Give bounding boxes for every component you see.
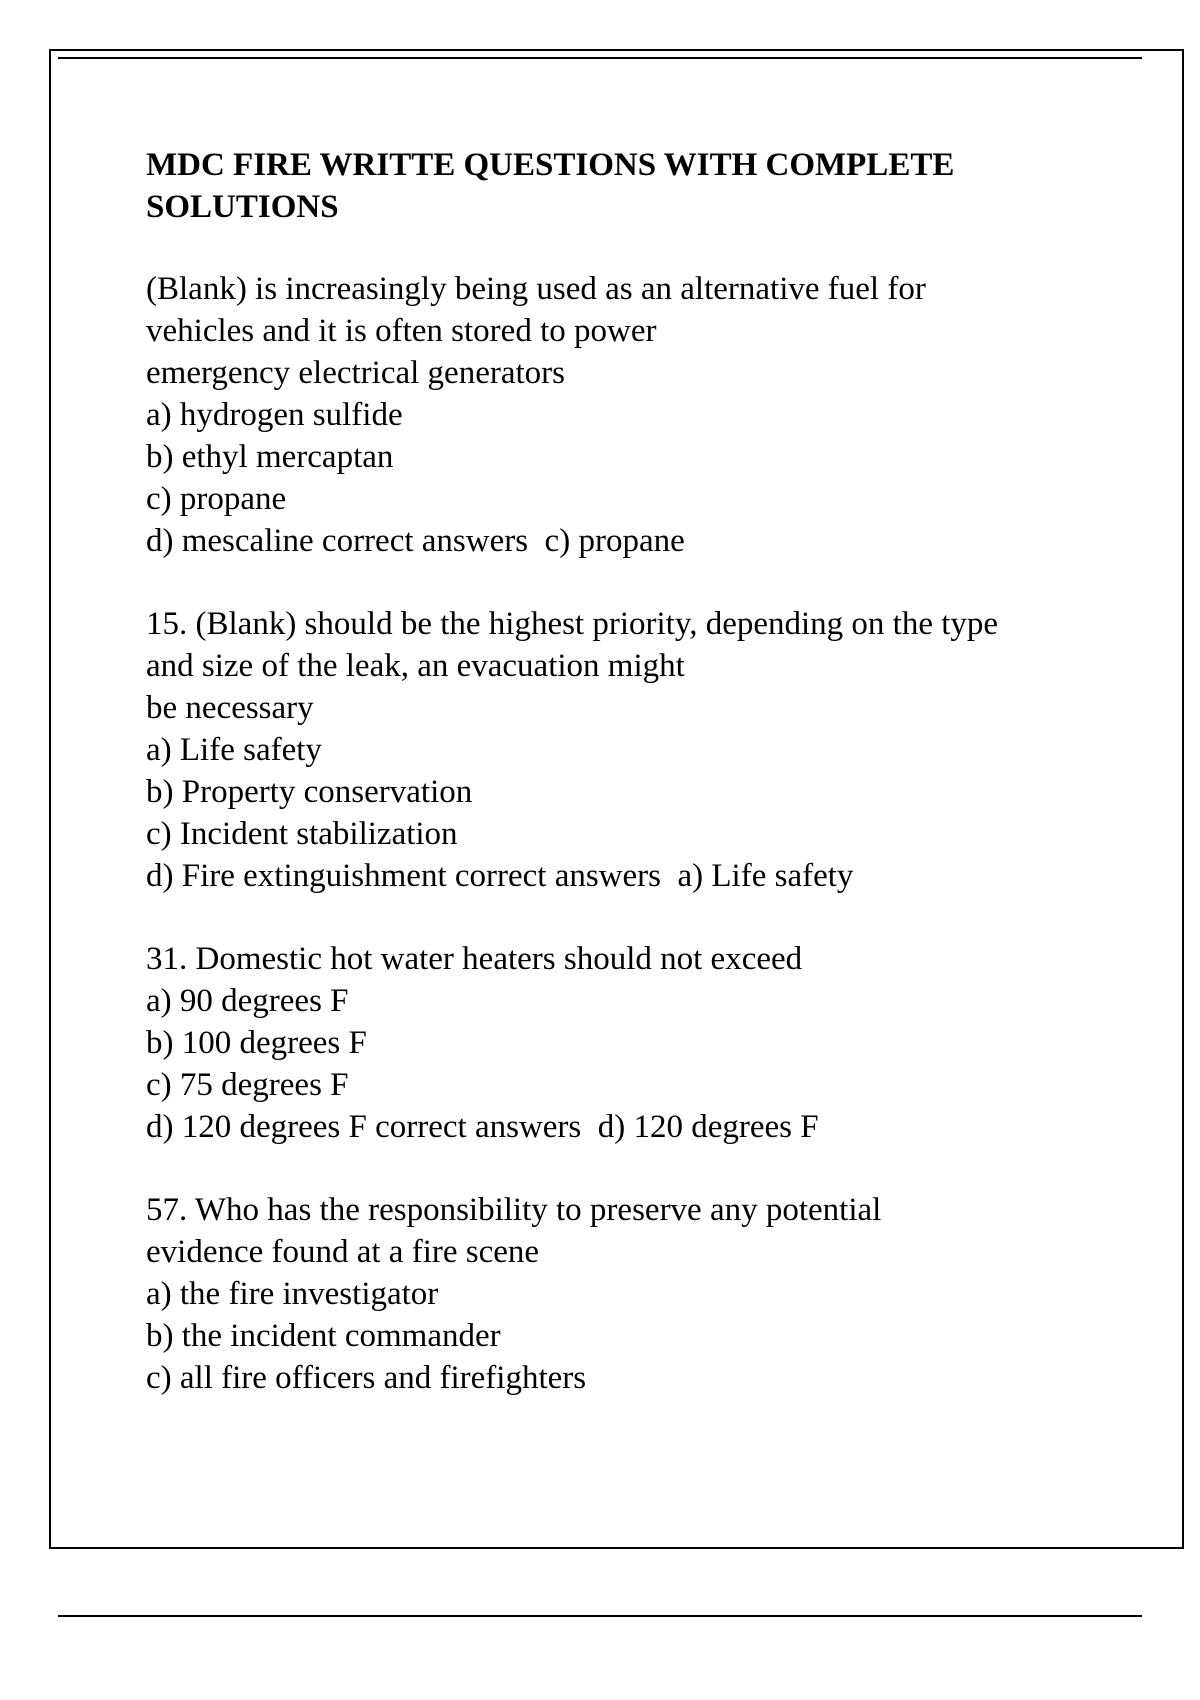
answer-option-with-solution: d) Fire extinguishment correct answers a) Life safety: [146, 858, 854, 894]
answer-option: b) ethyl mercaptan: [146, 439, 394, 475]
question-15: [146, 603, 1106, 897]
answer-option: a) hydrogen sulfide: [146, 397, 403, 433]
footer-rule: [58, 1615, 1142, 1617]
question-stem-line: vehicles and it is often stored to power: [146, 313, 657, 349]
answer-option: b) Property conservation: [146, 774, 473, 810]
question-stem-line: 57. Who has the responsibility to preserve any potential: [146, 1192, 882, 1228]
answer-option: b) 100 degrees F: [146, 1025, 367, 1061]
header-rule: [58, 57, 1142, 59]
question-stem-line: evidence found at a fire scene: [146, 1234, 540, 1270]
question-stem-line: 31. Domestic hot water heaters should not exceed: [146, 941, 803, 977]
answer-option: a) the fire investigator: [146, 1276, 439, 1312]
answer-option: c) Incident stabilization: [146, 816, 458, 852]
question-stem-line: be necessary: [146, 690, 314, 726]
question-stem-line: 15. (Blank) should be the highest priority, depending on the type: [146, 606, 999, 642]
answer-option-with-solution: d) 120 degrees F correct answers d) 120 degrees F: [146, 1109, 819, 1145]
document-body: [146, 144, 1106, 1440]
question-stem-line: and size of the leak, an evacuation might: [146, 648, 685, 684]
question-stem-line: (Blank) is increasingly being used as an alternative fuel for: [146, 271, 926, 307]
title-line: MDC FIRE WRITTE QUESTIONS WITH COMPLETE: [146, 147, 955, 183]
title-line: SOLUTIONS: [146, 189, 339, 225]
answer-option: a) 90 degrees F: [146, 983, 349, 1019]
answer-option: c) propane: [146, 481, 287, 517]
answer-option: c) 75 degrees F: [146, 1067, 349, 1103]
answer-option: b) the incident commander: [146, 1318, 501, 1354]
question-31: [146, 938, 1106, 1148]
document-title: [146, 144, 1106, 228]
answer-option: c) all fire officers and firefighters: [146, 1360, 587, 1396]
question-1: [146, 268, 1106, 562]
answer-option: a) Life safety: [146, 732, 322, 768]
question-stem-line: emergency electrical generators: [146, 355, 565, 391]
answer-option-with-solution: d) mescaline correct answers c) propane: [146, 523, 685, 559]
question-57: [146, 1189, 1106, 1399]
